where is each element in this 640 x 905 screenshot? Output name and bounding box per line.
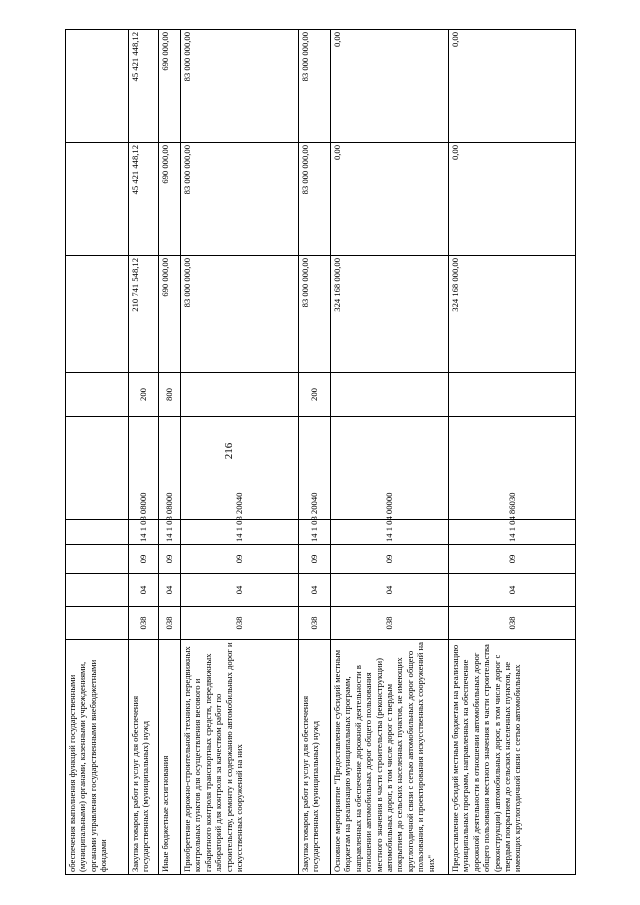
section-code: 04 <box>331 574 449 607</box>
row-description: обеспечения выполнения функций государственными (муниципальными) органами, казенными учреждениями, органами управления государственными внебюджетными фондами <box>66 640 129 875</box>
target-article-code: 14 1 04 00000 <box>331 520 449 545</box>
target-article-code: 14 1 04 86030 <box>449 520 576 545</box>
expense-type-code <box>181 373 299 417</box>
amount-year-2: 0,00 <box>331 143 449 256</box>
amount-year-3: 83 000 000,00 <box>299 30 331 143</box>
expense-type-code <box>66 373 129 417</box>
table-row <box>181 30 299 875</box>
row-description: Иные бюджетные ассигнования <box>159 640 181 875</box>
expense-type-code: 800 <box>159 373 181 417</box>
amount-year-3 <box>66 30 129 143</box>
expense-type-code <box>449 373 576 417</box>
subsection-code: 09 <box>331 545 449 574</box>
amount-year-1: 210 741 548,12 <box>129 256 159 373</box>
expense-type-code: 200 <box>299 373 331 417</box>
admin-code: 038 <box>159 607 181 640</box>
expense-type-code: 200 <box>129 373 159 417</box>
row-description: Закупка товаров, работ и услуг для обеспечения государственных (муниципальных) нужд <box>129 640 159 875</box>
target-article-code: 14 1 03 08000 <box>129 520 159 545</box>
amount-year-2: 0,00 <box>449 143 576 256</box>
table-row <box>299 30 331 875</box>
amount-year-3: 0,00 <box>449 30 576 143</box>
row-description: Закупка товаров, работ и услуг для обеспечения государственных (муниципальных) нужд <box>299 640 331 875</box>
section-code: 04 <box>299 574 331 607</box>
row-description: Основное мероприятие "Предоставление субсидий местным бюджетам на реализацию муниципальных программ, направленных на обеспечение дорожной деятельности в отношении автомобильных дорог общего пользования местного значения в части строительства (реконструкции) автомобильных дорог, в том числе дорог с твердым покрытием до сельских населенных пунктов, не имеющих круглогодичной связи с сетью автомобильных дорог общего пользования, и проектирования искусственных сооружений на них" <box>331 640 449 875</box>
table-row <box>331 30 449 875</box>
amount-year-2 <box>66 143 129 256</box>
section-code: 04 <box>181 574 299 607</box>
table-row <box>66 30 129 875</box>
section-code: 04 <box>129 574 159 607</box>
amount-year-2: 45 421 448,12 <box>129 143 159 256</box>
admin-code <box>66 607 129 640</box>
admin-code: 038 <box>331 607 449 640</box>
admin-code: 038 <box>129 607 159 640</box>
section-code: 04 <box>449 574 576 607</box>
target-article-code: 14 1 03 08000 <box>159 520 181 545</box>
amount-year-2: 83 000 000,00 <box>181 143 299 256</box>
subsection-code: 09 <box>129 545 159 574</box>
amount-year-1: 83 000 000,00 <box>181 256 299 373</box>
amount-year-3: 45 421 448,12 <box>129 30 159 143</box>
row-description: Приобретение дорожно-строительной техники, передвижных контрольных пунктов для осуществления весового и габаритного контроля транспортных средств, передвижных лабораторий для контроля за качеством работ по строительству, ремонту и содержанию автомобильных дорог и искусственных сооружений на них <box>181 640 299 875</box>
budget-table-container <box>65 30 575 875</box>
page-number: 216 <box>223 442 235 460</box>
subsection-code: 09 <box>449 545 576 574</box>
amount-year-1 <box>66 256 129 373</box>
table-row <box>159 30 181 875</box>
subsection-code: 09 <box>181 545 299 574</box>
row-description: Предоставление субсидий местным бюджетам на реализацию муниципальных программ, направленных на обеспечение дорожной деятельности в отношении автомобильных дорог общего пользования местного значения в части строительства (реконструкции) автомобильных дорог, в том числе дорог с твердым покрытием до сельских населенных пунктов, не имеющих круглогодичной связи с сетью автомобильных <box>449 640 576 875</box>
section-code: 04 <box>159 574 181 607</box>
amount-year-3: 0,00 <box>331 30 449 143</box>
table-row <box>449 30 576 875</box>
admin-code: 038 <box>449 607 576 640</box>
amount-year-3: 690 000,00 <box>159 30 181 143</box>
subsection-code: 09 <box>159 545 181 574</box>
expense-type-code <box>331 373 449 417</box>
amount-year-2: 83 000 000,00 <box>299 143 331 256</box>
subsection-code: 09 <box>299 545 331 574</box>
target-article-code <box>66 520 129 545</box>
section-code <box>66 574 129 607</box>
amount-year-1: 324 168 000,00 <box>449 256 576 373</box>
blank-cell <box>66 417 129 520</box>
table-row <box>129 30 159 875</box>
amount-year-3: 83 000 000,00 <box>181 30 299 143</box>
admin-code: 038 <box>299 607 331 640</box>
amount-year-1: 324 168 000,00 <box>331 256 449 373</box>
amount-year-2: 690 000,00 <box>159 143 181 256</box>
admin-code: 038 <box>181 607 299 640</box>
amount-year-1: 690 000,00 <box>159 256 181 373</box>
target-article-code: 14 1 03 20040 <box>181 520 299 545</box>
subsection-code <box>66 545 129 574</box>
budget-table <box>65 29 576 875</box>
amount-year-1: 83 000 000,00 <box>299 256 331 373</box>
target-article-code: 14 1 03 20040 <box>299 520 331 545</box>
